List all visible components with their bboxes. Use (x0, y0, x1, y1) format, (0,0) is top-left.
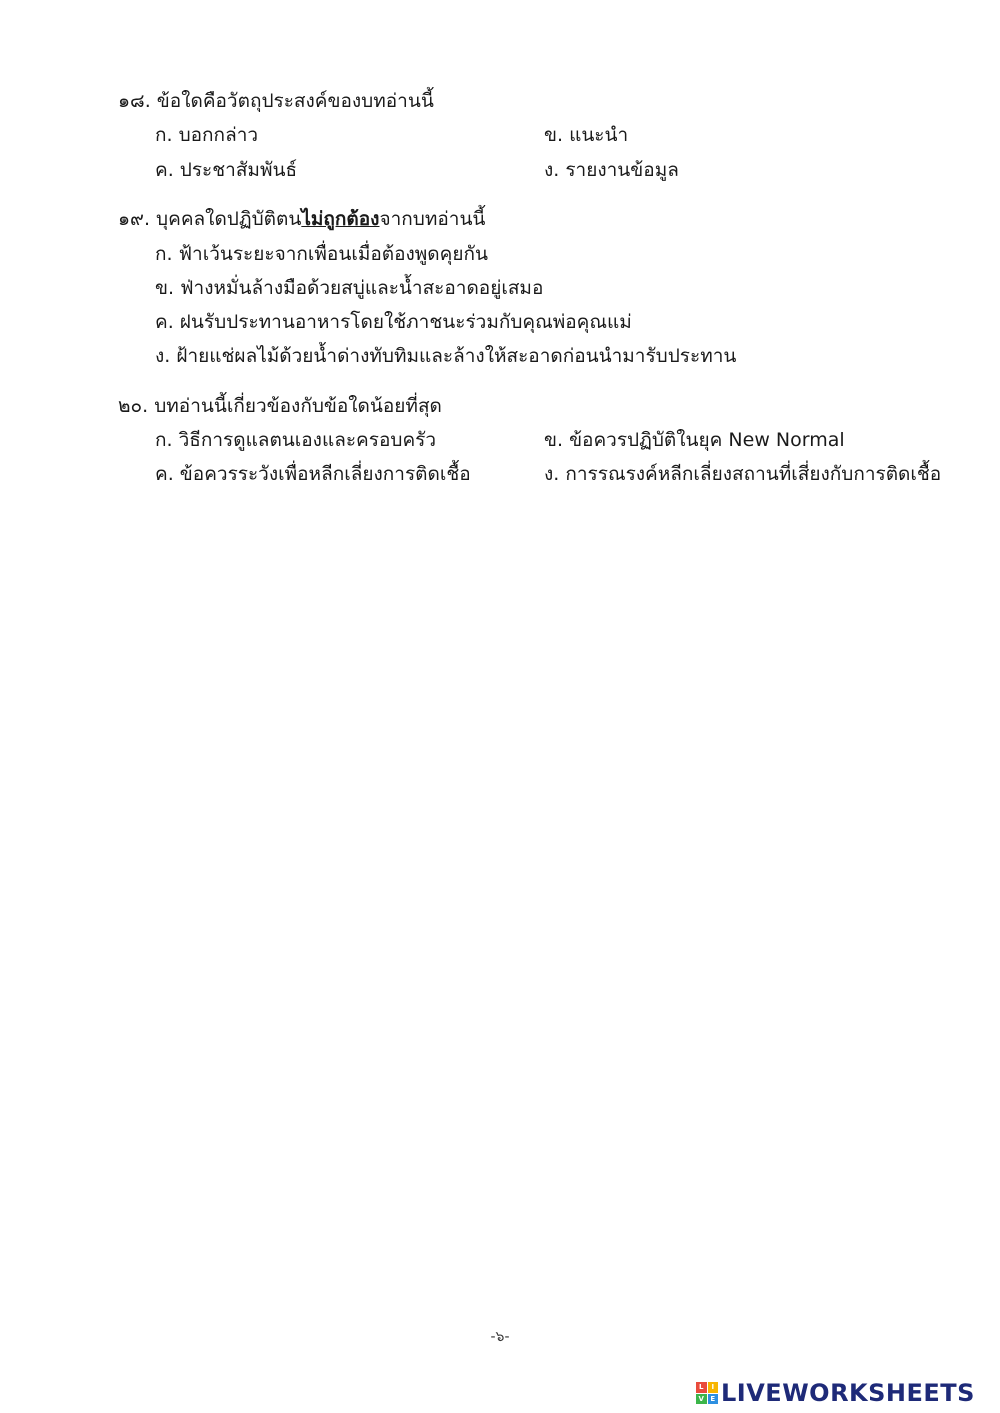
logo-letter-i: I (708, 1382, 719, 1393)
logo-letter-v: V (696, 1394, 707, 1405)
q19-option-a: ก. ฟ้าเว้นระยะจากเพื่อนเมื่อต้องพูดคุยกัน (155, 243, 488, 265)
q19-suffix: จากบทอ่านนี้ (379, 208, 486, 230)
question-19 (118, 202, 485, 236)
q19-emphasis: ไม่ถูกต้อง (301, 208, 380, 230)
question-20: ๒๐. บทอ่านนี้เกี่ยวข้องกับข้อใดน้อยที่สุด (118, 395, 442, 417)
q18-option-c: ค. ประชาสัมพันธ์ (155, 159, 298, 181)
liveworksheets-logo-icon (696, 1382, 718, 1404)
page-number: -๖- (490, 1329, 510, 1345)
q20-option-d: ง. การรณรงค์หลีกเลี่ยงสถานที่เสี่ยงกับการติดเชื้อ (544, 463, 942, 485)
q18-option-a: ก. บอกกล่าว (155, 124, 259, 146)
q20-option-c: ค. ข้อควรระวังเพื่อหลีกเลี่ยงการติดเชื้อ (155, 463, 471, 485)
brand-name: LIVEWORKSHEETS (721, 1379, 975, 1407)
q19-prefix: ๑๙. บุคคลใดปฏิบัติตน (118, 208, 302, 230)
q19-option-d: ง. ฝ้ายแช่ผลไม้ด้วยน้ำด่างทับทิมและล้างให้สะอาดก่อนนำมารับประทาน (155, 345, 737, 367)
q19-option-b: ข. ฟ่างหมั่นล้างมือด้วยสบู่และน้ำสะอาดอยู่เสมอ (155, 277, 544, 299)
q20-option-b: ข. ข้อควรปฏิบัติในยุค New Normal (544, 429, 845, 451)
q18-option-b: ข. แนะนำ (544, 124, 629, 146)
logo-letter-e: E (708, 1394, 719, 1405)
q18-option-d: ง. รายงานข้อมูล (544, 159, 679, 181)
question-18: ๑๘. ข้อใดคือวัตถุประสงค์ของบทอ่านนี้ (118, 90, 434, 112)
q20-option-a: ก. วิธีการดูแลตนเองและครอบครัว (155, 429, 437, 451)
logo-letter-l: L (696, 1382, 707, 1393)
q19-option-c: ค. ฝนรับประทานอาหารโดยใช้ภาชนะร่วมกับคุณพ่อคุณแม่ (155, 311, 632, 333)
liveworksheets-brand[interactable] (696, 1378, 975, 1408)
